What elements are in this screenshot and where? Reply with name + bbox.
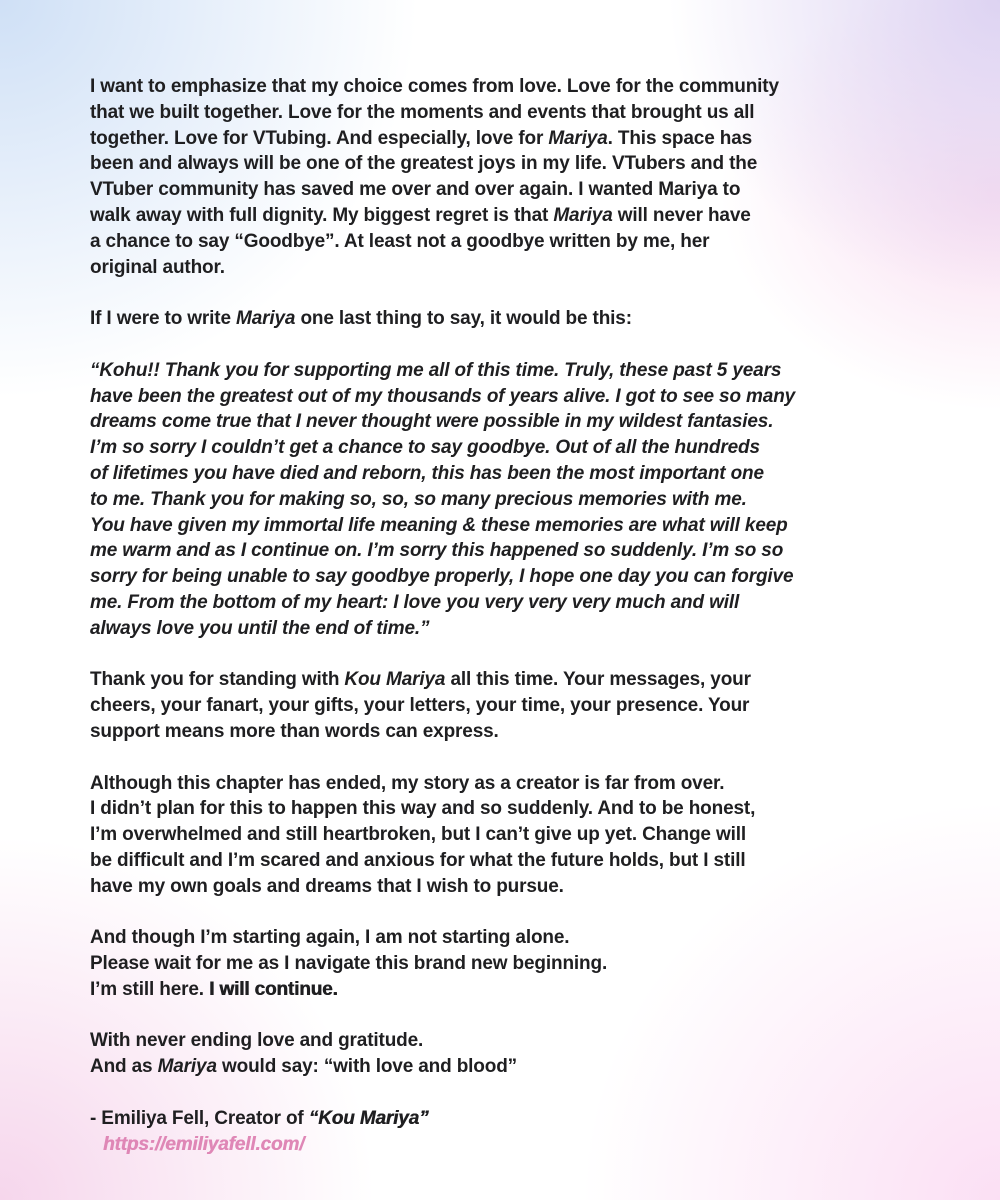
paragraph-mariya-farewell-quote xyxy=(90,358,930,642)
text-segment: Please wait for me as I navigate this brand new beginning. xyxy=(90,953,608,975)
paragraph-love-intro xyxy=(90,74,930,280)
text-segment: I’m so sorry I couldn’t get a chance to say goodbye. Out of all the hundreds xyxy=(90,437,760,459)
letter-line xyxy=(90,409,930,435)
text-segment: I didn’t plan for this to happen this way and so suddenly. And to be honest, xyxy=(90,798,756,820)
text-segment: Kou Mariya xyxy=(344,669,446,691)
paragraph-chapter-ended xyxy=(90,771,930,900)
letter-line xyxy=(90,513,930,539)
text-segment: “Kou Mariya” xyxy=(308,1107,429,1129)
paragraph-thank-you-support xyxy=(90,667,930,744)
text-segment: VTuber community has saved me over and over again. I wanted Mariya to xyxy=(90,179,741,201)
text-segment: Mariya xyxy=(548,127,608,149)
paragraph-signature xyxy=(90,1106,930,1158)
text-segment: Thank you for standing with xyxy=(90,669,345,691)
letter-line xyxy=(90,667,930,693)
letter-line xyxy=(90,177,930,203)
letter-body xyxy=(90,74,930,1157)
text-segment: would say: “with love and blood” xyxy=(216,1056,518,1078)
text-segment: of lifetimes you have died and reborn, this has been the most important one xyxy=(90,462,764,484)
text-segment: together. Love for VTubing. And especially, love for xyxy=(90,127,549,149)
text-segment: And though I’m starting again, I am not starting alone. xyxy=(90,927,570,949)
letter-line xyxy=(90,1132,930,1158)
letter-line xyxy=(90,306,930,332)
text-segment: I’m still here. xyxy=(90,978,210,1000)
text-segment: . This space has xyxy=(607,127,753,149)
letter-line xyxy=(90,384,930,410)
text-segment: sorry for being unable to say goodbye properly, I hope one day you can forgive xyxy=(90,566,794,588)
text-segment: support means more than words can express. xyxy=(90,720,499,742)
text-segment: Although this chapter has ended, my story as a creator is far from over. xyxy=(90,772,725,794)
text-segment: that we built together. Love for the moments and events that brought us all xyxy=(90,101,755,123)
text-segment: You have given my immortal life meaning & these memories are what will keep xyxy=(90,514,788,536)
letter-line xyxy=(90,874,930,900)
letter-line xyxy=(90,719,930,745)
text-segment: original author. xyxy=(90,256,225,278)
text-segment: walk away with full dignity. My biggest regret is that xyxy=(90,204,554,226)
text-segment: a chance to say “Goodbye”. At least not a goodbye written by me, her xyxy=(90,230,710,252)
text-segment: dreams come true that I never thought were possible in my wildest fantasies. xyxy=(90,411,774,433)
letter-line xyxy=(90,255,930,281)
text-segment: to me. Thank you for making so, so, so many precious memories with me. xyxy=(90,488,747,510)
letter-line xyxy=(90,487,930,513)
text-segment: me warm and as I continue on. I’m sorry this happened so suddenly. I’m so so xyxy=(90,540,784,562)
letter-line xyxy=(90,1028,930,1054)
letter-line xyxy=(90,796,930,822)
text-segment: always love you until the end of time.” xyxy=(90,617,430,639)
text-segment: - Emiliya Fell, Creator of xyxy=(90,1107,309,1129)
website-link[interactable]: https://emiliyafell.com/ xyxy=(103,1133,305,1155)
letter-line xyxy=(90,74,930,100)
text-segment: If I were to write xyxy=(90,308,237,330)
text-segment: all this time. Your messages, your xyxy=(445,669,751,691)
letter-line xyxy=(90,203,930,229)
letter-line xyxy=(90,1106,930,1132)
text-segment: have my own goals and dreams that I wish to pursue. xyxy=(90,875,564,897)
text-segment: will never have xyxy=(612,204,751,226)
letter-line xyxy=(90,693,930,719)
letter-line xyxy=(90,538,930,564)
text-segment: been and always will be one of the greatest joys in my life. VTubers and the xyxy=(90,153,758,175)
letter-line xyxy=(90,977,930,1003)
letter-line xyxy=(90,1054,930,1080)
text-segment: have been the greatest out of my thousands of years alive. I got to see so many xyxy=(90,385,796,407)
letter-line xyxy=(90,590,930,616)
letter-line xyxy=(90,126,930,152)
letter-line xyxy=(90,435,930,461)
letter-line xyxy=(90,564,930,590)
letter-line xyxy=(90,925,930,951)
letter-line xyxy=(90,229,930,255)
paragraph-starting-again xyxy=(90,925,930,1002)
letter-line xyxy=(90,151,930,177)
letter-line xyxy=(90,616,930,642)
paragraph-one-last-thing xyxy=(90,306,930,332)
letter-line xyxy=(90,358,930,384)
text-segment: Mariya xyxy=(236,308,296,330)
text-segment: I will continue. xyxy=(209,978,338,1000)
text-segment: “Kohu!! Thank you for supporting me all of this time. Truly, these past 5 years xyxy=(90,359,782,381)
text-segment: With never ending love and gratitude. xyxy=(90,1030,424,1052)
letter-line xyxy=(90,822,930,848)
letter-line xyxy=(90,461,930,487)
text-segment: cheers, your fanart, your gifts, your letters, your time, your presence. Your xyxy=(90,695,750,717)
text-segment: I’m overwhelmed and still heartbroken, but I can’t give up yet. Change will xyxy=(90,824,746,846)
text-segment: Mariya xyxy=(553,204,613,226)
letter-line xyxy=(90,100,930,126)
text-segment: And as xyxy=(90,1056,158,1078)
text-segment: be difficult and I’m scared and anxious for what the future holds, but I still xyxy=(90,849,746,871)
text-segment: I want to emphasize that my choice comes from love. Love for the community xyxy=(90,76,779,97)
letter-line xyxy=(90,951,930,977)
letter-line xyxy=(90,848,930,874)
letter-line xyxy=(90,771,930,797)
paragraph-gratitude xyxy=(90,1028,930,1080)
text-segment: Mariya xyxy=(157,1056,217,1078)
text-segment: one last thing to say, it would be this: xyxy=(295,308,632,330)
text-segment: me. From the bottom of my heart: I love you very very very much and will xyxy=(90,591,740,613)
